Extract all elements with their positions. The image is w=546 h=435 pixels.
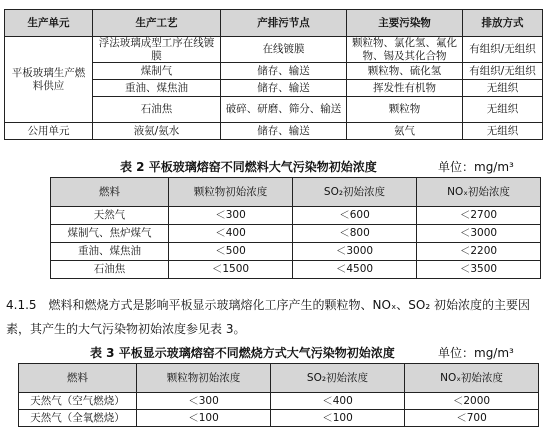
table-cell: 储存、输送 (221, 63, 347, 80)
header-cell: 产排污节点 (221, 10, 347, 37)
table-cell: ＜1500 (169, 261, 293, 279)
table2-unit: 单位：mg/m³ (438, 160, 514, 174)
table-cell: 重油、煤焦油 (93, 80, 221, 97)
table-header-row (51, 178, 541, 207)
section-paragraph: 4.1.5 燃料和燃烧方式是影响平板显示玻璃熔化工序产生的颗粒物、NOₓ、SO₂ 初始浓度的主要因素，其产生的大气污染物初始浓度参见表 3。 (6, 298, 530, 336)
table-cell: 天然气 (51, 207, 169, 225)
table-cell: 颗粒物、硫化氢 (347, 63, 463, 80)
pollution-source-table (4, 9, 543, 140)
table-cell: ＜600 (293, 207, 417, 225)
table-cell: ＜800 (293, 225, 417, 243)
table2-caption: 表 2 平板玻璃熔窑不同燃料大气污染物初始浓度 (120, 160, 377, 174)
table-cell: 天然气（全氧燃烧） (19, 410, 137, 427)
table-cell: ＜3000 (293, 243, 417, 261)
table-cell: 天然气（空气燃烧） (19, 393, 137, 410)
table-cell: 储存、输送 (221, 80, 347, 97)
table-cell: 破碎、研磨、筛分、输送 (221, 97, 347, 123)
header-cell: SO₂初始浓度 (271, 364, 405, 393)
table3-unit: 单位：mg/m³ (438, 346, 514, 360)
header-cell: 燃料 (51, 178, 169, 207)
table-cell: ＜500 (169, 243, 293, 261)
table-cell: 石油焦 (51, 261, 169, 279)
table-cell: ＜400 (271, 393, 405, 410)
table-row (19, 410, 539, 427)
table-cell: 颗粒物 (347, 97, 463, 123)
header-cell: NOₓ初始浓度 (417, 178, 541, 207)
table-row (5, 37, 543, 63)
fuel-concentration-table (50, 177, 541, 279)
table-row (51, 225, 541, 243)
table-cell: 石油焦 (93, 97, 221, 123)
table-cell: ＜2200 (417, 243, 541, 261)
table-cell: ＜300 (169, 207, 293, 225)
table-cell: 挥发性有机物 (347, 80, 463, 97)
table-cell: 储存、输送 (221, 123, 347, 140)
table-cell: ＜700 (405, 410, 539, 427)
table-header-row (19, 364, 539, 393)
table-cell: ＜2000 (405, 393, 539, 410)
table-cell: ＜400 (169, 225, 293, 243)
table-cell: ＜100 (271, 410, 405, 427)
header-cell: 颗粒物初始浓度 (137, 364, 271, 393)
header-cell: 燃料 (19, 364, 137, 393)
table-cell: 煤制气、焦炉煤气 (51, 225, 169, 243)
table-cell: 氨气 (347, 123, 463, 140)
table-cell: 煤制气 (93, 63, 221, 80)
table-cell: 有组织/无组织 (463, 37, 543, 63)
table-row (51, 261, 541, 279)
table-row (5, 123, 543, 140)
table-cell: 无组织 (463, 123, 543, 140)
table-cell: ＜3500 (417, 261, 541, 279)
table-cell: ＜2700 (417, 207, 541, 225)
header-cell: SO₂初始浓度 (293, 178, 417, 207)
table-cell: 公用单元 (5, 123, 93, 140)
table-cell: 颗粒物、氯化氢、氟化物、锡及其化合物 (347, 37, 463, 63)
table3-caption: 表 3 平板显示玻璃熔窑不同燃烧方式大气污染物初始浓度 (90, 346, 395, 360)
table-cell: 有组织/无组织 (463, 63, 543, 80)
header-cell: 生产工艺 (93, 10, 221, 37)
header-cell: 排放方式 (463, 10, 543, 37)
table-cell: 无组织 (463, 97, 543, 123)
table-cell: ＜300 (137, 393, 271, 410)
table-cell: ＜3000 (417, 225, 541, 243)
combustion-concentration-table (18, 363, 539, 427)
table-cell: 浮法玻璃成型工序在线镀膜 (93, 37, 221, 63)
table-cell: 无组织 (463, 80, 543, 97)
table-row (51, 207, 541, 225)
header-cell: NOₓ初始浓度 (405, 364, 539, 393)
table-cell: 重油、煤焦油 (51, 243, 169, 261)
table-cell: 平板玻璃生产燃料供应 (5, 37, 93, 123)
table-row (19, 393, 539, 410)
table-cell: 液氨/氨水 (93, 123, 221, 140)
table-row (51, 243, 541, 261)
table-cell: 在线镀膜 (221, 37, 347, 63)
header-cell: 主要污染物 (347, 10, 463, 37)
table-cell: ＜4500 (293, 261, 417, 279)
table-header-row (5, 10, 543, 37)
header-cell: 颗粒物初始浓度 (169, 178, 293, 207)
header-cell: 生产单元 (5, 10, 93, 37)
table-cell: ＜100 (137, 410, 271, 427)
